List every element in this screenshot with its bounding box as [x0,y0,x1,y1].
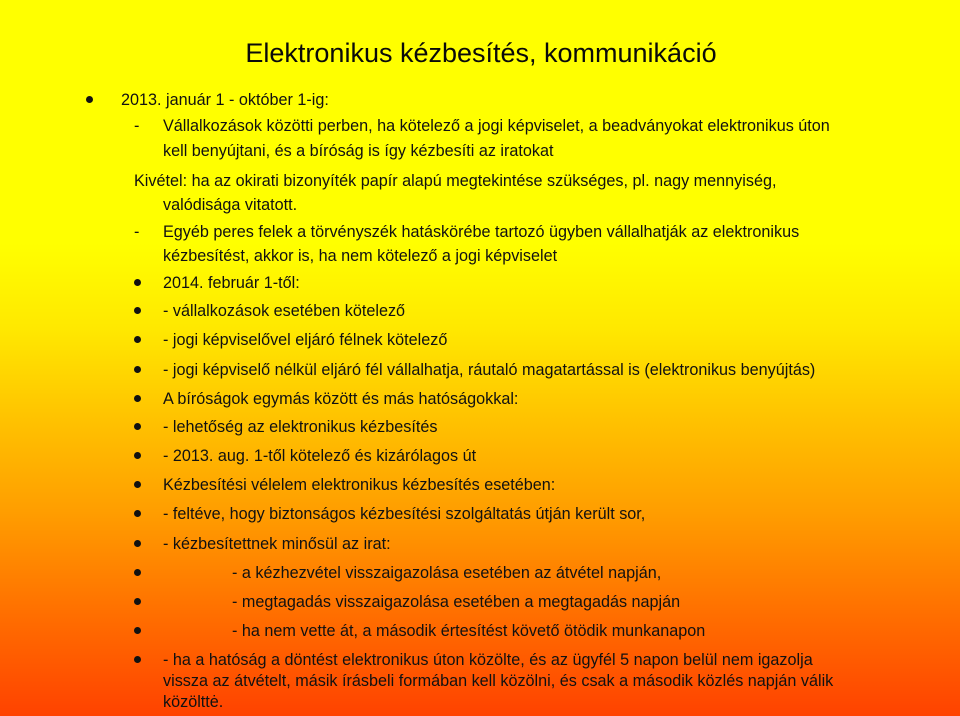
text-line: - kézbesítettnek minősül az irat: [163,535,391,553]
bullet-dot [134,366,141,373]
bullet-dot [134,598,141,605]
bullet-dot [134,627,141,634]
bullet-dot [134,540,141,547]
text-line: Vállalkozások közötti perben, ha kötelező a jogi képviselet, a beadványokat elektronikus úton [163,117,830,135]
text-line: Kivétel: ha az okirati bizonyíték papír alapú megtekintése szükséges, pl. nagy mennyiség, [134,172,777,190]
text-line: - jogi képviselő nélkül eljáró fél vállalhatja, ráutaló magatartással is (elektronikus benyújtás) [163,361,816,379]
bullet-dot [134,336,141,343]
text-line: 2013. január 1 - október 1-ig: [121,91,329,109]
text-line: - jogi képviselővel eljáró félnek kötelező [163,331,448,349]
text-line: - feltéve, hogy biztonságos kézbesítési szolgáltatás útján került sor, [163,505,646,523]
bullet-dot [134,656,141,663]
text-line: 2014. február 1-től: [163,274,300,292]
text-line: kell benyújtani, és a bíróság is így kézbesíti az iratokat [163,142,554,160]
bullet-dot [134,452,141,459]
dash-marker: - [134,223,140,241]
text-line: A bíróságok egymás között és más hatóságokkal: [163,390,519,408]
bullet-dot [134,569,141,576]
text-line: - ha a hatóság a döntést elektronikus úton közölte, és az ügyfél 5 napon belül nem igazolja [163,651,813,669]
text-line: Egyéb peres felek a törvényszék hatáskörébe tartozó ügyben vállalhatják az elektronikus [163,223,800,241]
bullet-dot [134,395,141,402]
text-line: - megtagadás visszaigazolása esetében a megtagadás napján [232,593,681,611]
text-line: - vállalkozások esetében kötelező [163,302,406,320]
text-line: közölttė. [163,693,224,711]
dash-marker: - [134,117,140,135]
bullet-dot [134,481,141,488]
text-line: - ha nem vette át, a második értesítést követő ötödik munkanapon [232,622,706,640]
text-line: - lehetőség az elektronikus kézbesítés [163,418,438,436]
text-line: kézbesítést, akkor is, ha nem kötelező a jogi képviselet [163,247,558,265]
text-line: vissza az átvételt, másik írásbeli formában kell közölni, és csak a második közlés napján válik [163,672,834,690]
bullet-dot [86,96,93,103]
text-line: - a kézhezvétel visszaigazolása esetében az átvétel napján, [232,564,662,582]
text-line: - 2013. aug. 1-től kötelező és kizárólagos út [163,447,477,465]
bullet-dot [134,279,141,286]
bullet-dot [134,510,141,517]
slide-title-text: Elektronikus kézbesítés, kommunikáció [245,38,717,68]
text-line: valódisága vitatott. [163,196,298,214]
bullet-dot [134,423,141,430]
text-line: Kézbesítési vélelem elektronikus kézbesítés esetében: [163,476,556,494]
bullet-dot [134,307,141,314]
slide-title [0,34,960,72]
